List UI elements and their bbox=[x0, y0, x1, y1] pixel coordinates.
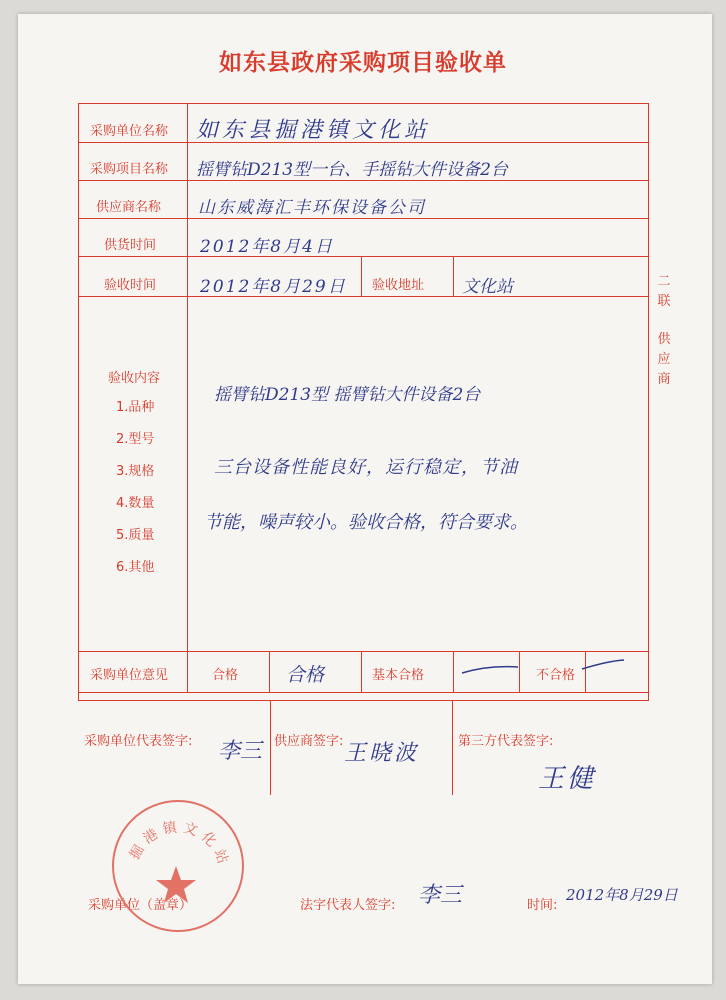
purchaser-seal-label: 采购单位（盖章） bbox=[88, 898, 193, 913]
supplier-rep-signature: 王晓波 bbox=[344, 741, 420, 766]
row-divider bbox=[79, 218, 648, 219]
legal-rep-signature: 李三 bbox=[418, 883, 463, 908]
third-party-sign-label: 第三方代表签字: bbox=[458, 734, 554, 749]
acceptance-address-label: 验收地址 bbox=[372, 278, 425, 293]
copy-note-char: 应 bbox=[657, 352, 671, 367]
item-quality-label: 5.质量 bbox=[116, 528, 155, 543]
item-variety-label: 1.品种 bbox=[116, 400, 155, 415]
purchaser-name-value: 如东县掘港镇文化站 bbox=[196, 118, 431, 143]
row-divider bbox=[79, 692, 648, 693]
seal-star-icon bbox=[156, 866, 196, 903]
supplier-sign-label: 供应商签字: bbox=[274, 734, 344, 749]
item-quantity-label: 4.数量 bbox=[116, 496, 155, 511]
acceptance-time-value: 2012年8月29日 bbox=[200, 277, 347, 297]
purchaser-rep-sign-label: 采购单位代表签字: bbox=[84, 734, 193, 749]
project-name-value: 摇臂钻D213型一台、手摇钻大件设备2台 bbox=[196, 160, 508, 180]
acceptance-content-label: 验收内容 bbox=[108, 371, 161, 386]
copy-note-char: 商 bbox=[657, 372, 671, 387]
basic-pass-label: 基本合格 bbox=[372, 668, 425, 683]
col-divider bbox=[453, 256, 454, 296]
delivery-time-value: 2012年8月4日 bbox=[200, 237, 334, 257]
row-divider bbox=[79, 180, 648, 181]
third-party-rep-signature: 王健 bbox=[538, 764, 597, 794]
acceptance-address-value: 文化站 bbox=[462, 277, 513, 297]
supplier-name-label: 供应商名称 bbox=[96, 200, 162, 215]
signing-date-value: 2012年8月29日 bbox=[566, 886, 678, 904]
row-divider bbox=[79, 296, 648, 297]
strike-line-fail bbox=[582, 660, 624, 669]
copy-note-char: 供 bbox=[657, 332, 671, 347]
signature-divider bbox=[270, 700, 271, 795]
opinion-value: 合格 bbox=[286, 664, 325, 686]
row-divider bbox=[79, 651, 648, 652]
fail-label: 不合格 bbox=[536, 668, 576, 683]
seal-text bbox=[126, 818, 233, 870]
copy-note-char: 二 bbox=[657, 274, 671, 289]
supplier-name-value: 山东威海汇丰环保设备公司 bbox=[198, 198, 426, 218]
col-divider bbox=[269, 651, 270, 692]
content-line-3: 节能，噪声较小。验收合格，符合要求。 bbox=[204, 512, 528, 533]
signature-divider bbox=[452, 700, 453, 795]
col-divider bbox=[187, 104, 188, 651]
content-line-1: 摇臂钻D213型 摇臂钻大件设备2台 bbox=[214, 385, 481, 405]
legal-rep-sign-label: 法字代表人签字: bbox=[300, 898, 396, 913]
time-label: 时间: bbox=[527, 898, 558, 913]
copy-note-gap bbox=[656, 312, 672, 330]
item-model-label: 2.型号 bbox=[116, 432, 155, 447]
official-seal bbox=[112, 800, 244, 932]
strike-lines bbox=[458, 655, 628, 685]
official-seal-mark bbox=[112, 800, 244, 932]
seal-text-path: 掘港镇文化站 bbox=[126, 819, 233, 871]
col-divider bbox=[187, 651, 188, 692]
item-spec-label: 3.规格 bbox=[116, 464, 155, 479]
purchaser-opinion-label: 采购单位意见 bbox=[90, 668, 169, 683]
strike-line-basic bbox=[462, 667, 518, 673]
item-other-label: 6.其他 bbox=[116, 560, 155, 575]
content-line-2: 三台设备性能良好，运行稳定，节油 bbox=[214, 457, 518, 478]
col-divider bbox=[453, 651, 454, 692]
row-divider bbox=[79, 256, 648, 257]
col-divider bbox=[361, 256, 362, 296]
acceptance-time-label: 验收时间 bbox=[104, 278, 157, 293]
purchaser-name-label: 采购单位名称 bbox=[90, 124, 169, 139]
copy-note-char: 联 bbox=[657, 294, 671, 309]
col-divider bbox=[361, 651, 362, 692]
form-title: 如东县政府采购项目验收单 bbox=[219, 50, 507, 76]
project-name-label: 采购项目名称 bbox=[90, 162, 169, 177]
purchaser-rep-signature: 李三 bbox=[218, 739, 263, 764]
copy-note bbox=[656, 272, 672, 390]
pass-label: 合格 bbox=[212, 668, 239, 683]
delivery-time-label: 供货时间 bbox=[104, 238, 157, 253]
